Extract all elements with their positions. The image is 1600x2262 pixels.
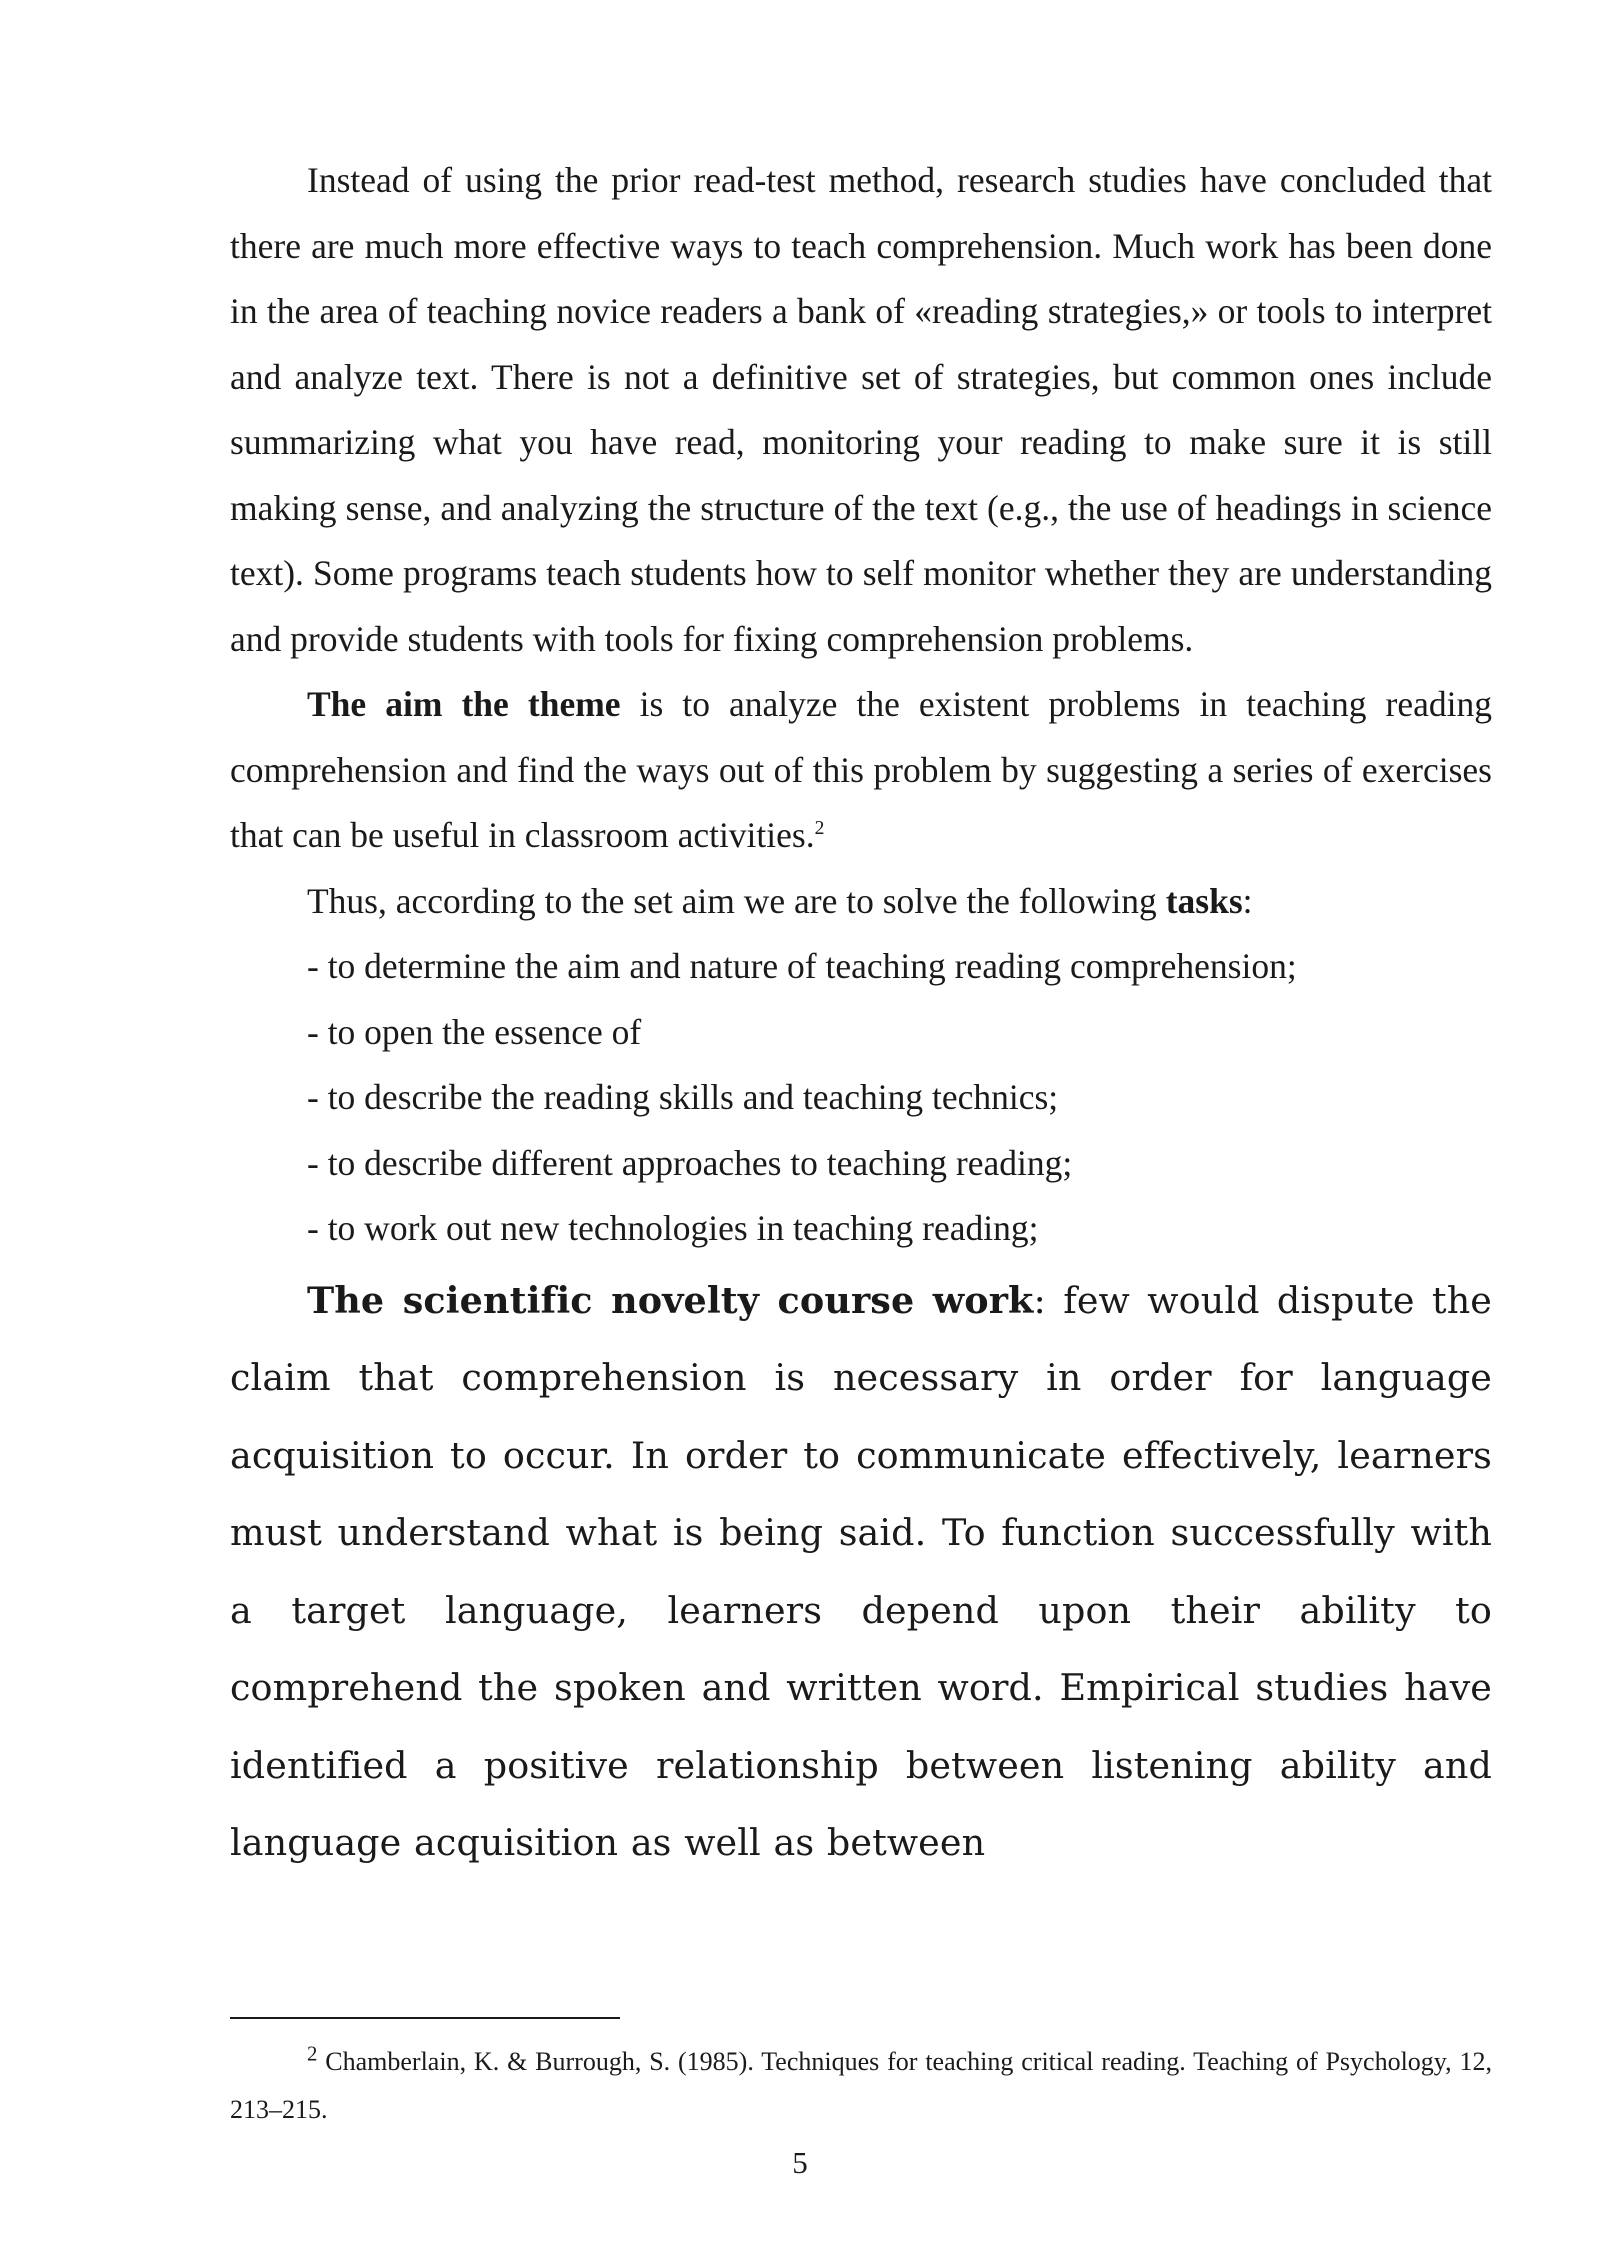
aim-bold-lead: The aim the theme [307,684,621,724]
novelty-bold-lead: The scientific novelty course work [307,1278,1034,1322]
page-number: 5 [792,2145,808,2180]
paragraph-aim [230,672,1492,869]
footnote-divider [230,2017,620,2019]
tasks-intro-text: Thus, according to the set aim we are to solve the following [307,880,1166,921]
footnote-reference[interactable]: 2 [814,818,825,840]
task-item: - to describe the reading skills and teaching technics; [307,1077,1059,1117]
aim-text: is to analyze the existent problems in teaching reading comprehension and find the ways out of this problem by suggesting a series of exercises that can be useful in classroom activities. [230,684,1492,855]
tasks-intro-colon: : [1242,880,1253,921]
tasks-list [230,934,1492,1262]
footnote-number: 2 [307,2042,318,2066]
paragraph-tasks-intro [230,869,1492,935]
task-item: - to determine the aim and nature of teaching reading comprehension; [307,946,1297,986]
tasks-bold: tasks [1165,880,1243,921]
paragraph-intro: Instead of using the prior read-test method, research studies have concluded that there are much more effective ways to teach comprehension. Much work has been done in the area of teaching novice readers a bank of «reading strategies,» or tools to interpret and analyze text. There is not a definitive set of strategies, but common ones include summarizing what you have read, monitoring your reading to make sure it is still making sense, and analyzing the structure of the text (e.g., the use of headings in science text). Some programs teach students how to self monitor whether they are understanding and provide students with tools for fixing comprehension problems. [230,160,1492,659]
task-item: - to work out new technologies in teaching reading; [307,1208,1039,1248]
novelty-text: : few would dispute the claim that comprehension is necessary in order for language acquisition to occur. In order to communicate effectively, learners must understand what is being said. To function successfully with a target language, learners depend upon their ability to comprehend the spoken and written word. Empirical studies have identified a positive relationship between listening ability and language acquisition as well as between [230,1278,1492,1864]
task-item: - to describe different approaches to teaching reading; [307,1142,1073,1183]
document-body [230,148,1492,1882]
paragraph-novelty [230,1262,1492,1882]
footnote-text: Chamberlain, K. & Burrough, S. (1985). Techniques for teaching critical reading. Teaching of Psychology, 12, 213–215. [230,2047,1492,2124]
task-item: - to open the essence of [307,1011,642,1052]
footnote [230,2038,1492,2134]
